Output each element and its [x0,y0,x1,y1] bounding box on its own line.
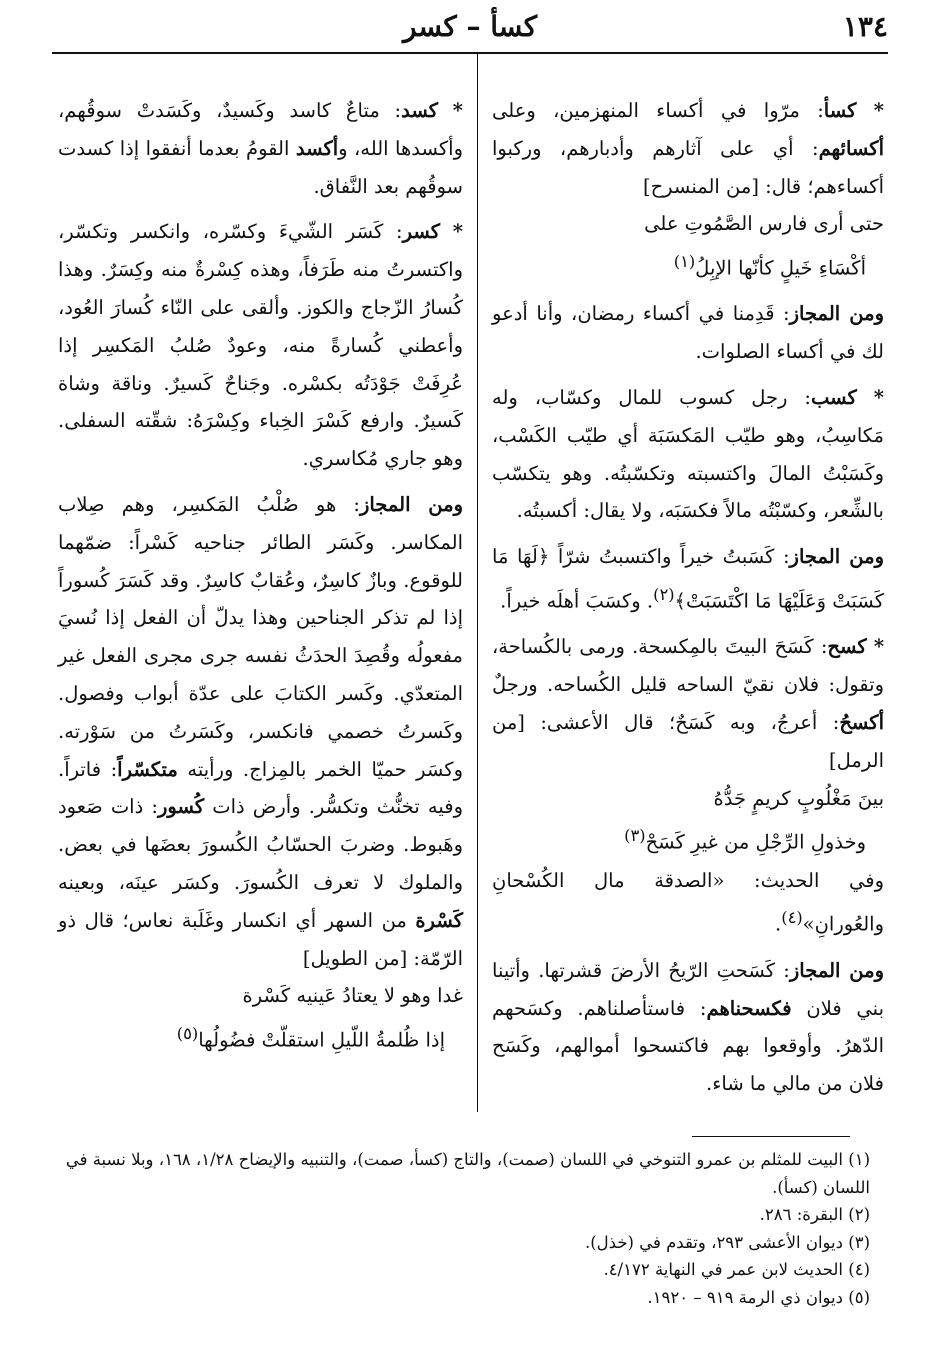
entry-kasah-majaz [492,952,884,1103]
entry-text: . وكسَبَ أهلَه خيراً. [500,589,654,613]
footnote [56,1284,870,1312]
headword: أكسد [295,136,339,160]
entry-star: * [452,220,463,244]
footnote-ref: (٤) [781,908,803,928]
verse-text: إذا ظُلمةُ اللّيلِ استقلّتْ فضُولُها [198,1028,445,1052]
verse-line [492,243,884,287]
entry-text: : هو صُلْبُ المَكسِر، وهم صِلاب المكاسر. وكَسَر الطائر جناحيه كَسْراً: ضمّهما للوقوع. وبازٌ كاسِرٌ، وعُقابٌ كاسِرٌ. وقد كَسَرَ كُسوراً إذا لم تذكر الجناحين وهذا يدلّ أن الفعل إذا نُسيَ مفعولُه وقُصِدَ الحدَثُ نفسه جرى مجرى الفعل غير المتعدّي. وكَسر الكتابَ على عدّة أبواب وفصول. وكَسرتُ خصمي فانكسر، وكَسَرتُ من سَوْرته. وكسَر حميّا الخمر بالمِزاج. ورأيته [58,492,464,781]
entry-kasa-majaz [492,295,884,371]
entry-text: القومُ بعدما أنفقوا إذا كسدت سوقُهم بعد النَّفاق. [58,136,463,198]
entry-kasad [58,92,463,205]
verse-text: أكْسَاءِ خَيلٍ كأنّها الإبِلُ [695,256,866,280]
entry-text: : أعرجُ، وبه كَسَحٌ؛ قال الأعشى: [من الرمل] [492,710,884,772]
entry-star: * [873,386,884,410]
entry-text: : مرّوا في أكساء المنهزمين، وعلى [492,99,824,122]
headword: كسح [827,635,867,659]
majaz-label: ومن المجاز [789,545,885,569]
verse-line [58,1015,463,1059]
entry-text: : كَسَحتِ الرّيحُ الأرضَ قشرتها. وأتينا بني فلان [492,958,884,1020]
running-title: كسأ – كسر [402,10,538,43]
entry-kasar-majaz [58,486,463,1059]
entry-text: : قَدِمنا في أكساء رمضان، وأنا أدعو لك في أكساء الصلوات. [492,302,884,364]
footnote-number: (٥) [848,1287,870,1307]
column-divider [477,54,478,1112]
footnote-number: (٣) [848,1232,870,1252]
footnote-text: ديوان الأعشى ٢٩٣، وتقدم في (خذل). [584,1232,843,1252]
entry-kasar [58,213,463,478]
entry-text: : متاعٌ كاسد وكَسيدٌ، وكَسَدتْ سوقُهم، وأكسدها الله، و [58,99,463,160]
headword: فكسحناهم [706,996,792,1020]
footnote-ref: (٢) [653,585,675,605]
footnote-ref: (١) [673,252,696,272]
headword: متكسّراً [117,757,178,781]
right-column [492,92,884,1111]
majaz-label: ومن المجاز [789,302,884,326]
footnote-ref: (٥) [176,1024,199,1044]
headword: كَسْرة [415,908,463,932]
entry-star: * [873,635,885,659]
headword: كسد [401,99,439,122]
entry-star: * [452,99,463,122]
entry-text: : أي على آثارهم وأدبارهم، وركبوا أكساءهم؛ قال: [من المنسرح] [492,136,884,198]
verse-line: بينَ مَغْلُوبٍ كريمٍ جَدُّهُ [713,786,884,810]
footnotes [56,1146,870,1311]
headword: أكسائهم [818,136,884,160]
footnote [56,1146,870,1201]
entry-text: من السهر أي انكسار وغَلَبة نعاس؛ قال ذو الرّمّة: [من الطويل] [58,908,463,970]
entry-kasa [492,92,884,287]
entry-text: : كَسَبتُ خيراً واكتسبتُ شرّاً ﴿لَهَا مَا كَسَبَتْ وَعَلَيْهَا مَا اكْتَسَبَتْ﴾ [492,545,884,613]
footnote-text: الحديث لابن عمر في النهاية ٤/١٧٢. [603,1260,843,1279]
headword: كُسور [157,795,205,819]
footnote [56,1256,870,1284]
footnote-rule [692,1136,850,1137]
footnote-number: (١) [848,1150,870,1169]
headword: كسأ [823,99,857,122]
header-rule [52,52,888,54]
entry-text: : رجل كسوب للمال وكسّاب، وله مَكاسِبُ، وهو طيّب المَكسَبَة أي طيّب الكَسْب، وكَسَبْتُ المالَ واكتسبته وتكسّبتُه. وهو يتكسّب بالشِّعر، وكسّبْتُه مالاً فكسَبَه، ولا يقال: أكسبتُه. [492,386,884,523]
footnote-text: ديوان ذي الرمة ٩١٩ – ١٩٢٠. [647,1287,843,1307]
left-column [58,92,463,1067]
page-header [52,10,888,50]
page-number: ١٣٤ [842,10,888,43]
entry-text: : فاتراً. وفيه تخنُّث وتكسُّر. وأرض ذات [58,757,463,819]
majaz-label: ومن المجاز [359,492,463,516]
entry-text: : كَسَر الشّيءَ وكسّره، وانكسر وتكسّر، واكتسرتُ منه طَرَفاً، وهذه كِسْرةٌ منه وكِسَرٌ. وهذا كُسارُ الزّجاج والكوز. وألقى على النّاء كُسارَ العُود، وأعطني كُسارةً منه، وعودٌ صُلبُ المَكسِر إذا عُرِفَتْ جَوْدَتُه بكسْره. وجَناحٌ كَسيرٌ. وناقة وشاة كَسيرٌ. وارفع كَسْرَ الخِباء وكِسْرَهُ: شقّته السفلى. وهو جاري مُكاسري. [58,220,463,471]
entry-kasab [492,379,884,530]
hadith-text: وفي الحديث: «الصدقة مال الكُسْحانِ والعُورانِ» [492,868,884,936]
headword: كسر [402,220,441,244]
footnote [56,1201,870,1229]
footnote-text: البقرة: ٢٨٦. [759,1205,843,1224]
entry-text: : ذات صَعود وهَبوط. وضربَ الحسّابُ الكُسورَ بعضَها في بعض. والملوك لا تعرف الكُسورَ. وكسَر عينَه، وبعينه [58,795,463,894]
entry-text: : كَسَحَ البيتَ بالمِكسحة. ورمى بالكُساحة، وتقول: فلان نقيّ الساحه قليل الكُساحه. ورجلٌ [492,635,884,697]
footnote-ref: (٣) [624,826,646,846]
verse [492,749,884,862]
verse-line [492,817,884,861]
headword: كسب [811,386,857,410]
entry-kasab-majaz [492,538,884,620]
verse-line: حتى أرى فارس الصَّمُوتِ على [644,212,884,236]
footnote-number: (٢) [848,1205,870,1224]
verse-line: غدا وهو لا يعتادُ عَينيه كَسْرة [242,984,463,1008]
entry-kasah: * كسح: كَسَحَ البيتَ بالمِكسحة. ورمى بالكُساحة، وتقول: فلان نقيّ الساحه قليل الكُساحه. ورجلٌ أكسحُ: أعرجُ، وبه كَسَحٌ؛ قال الأعشى: [من الرمل] بينَ مَغْلُوبٍ كريمٍ جَدُّهُ وخذولِ الرِّجْلِ من غيرِ كَسَحْ$^{(٣)}$ وفي الحديث: «الصدقة مال الكُسْحانِ والعُورانِ»$^{(٤)}$. [492,635,885,936]
footnote [56,1229,870,1257]
footnote-text: البيت للمثلم بن عمرو التنوخي في اللسان (صمت)، والتاج (كسأ، صمت)، والتنبيه والإيضاح ١/٢٨، ١٦٨، وبلا نسبة في اللسان (كسأ). [65,1150,870,1197]
entry-star: * [873,99,884,122]
footnote-number: (٤) [848,1260,870,1279]
verse-text: وخذولِ الرِّجْلِ من غيرِ كَسَحْ [645,830,866,854]
entry-text: : فاستأصلناهم. وكسَحهم الدّهرُ. وأوقعوا بهم فاكتسحوا أموالهم، وكَسَح فلان من مالي ما شاء. [492,996,884,1096]
majaz-label: ومن المجاز [789,958,884,982]
headword: أكسحُ [839,710,884,734]
